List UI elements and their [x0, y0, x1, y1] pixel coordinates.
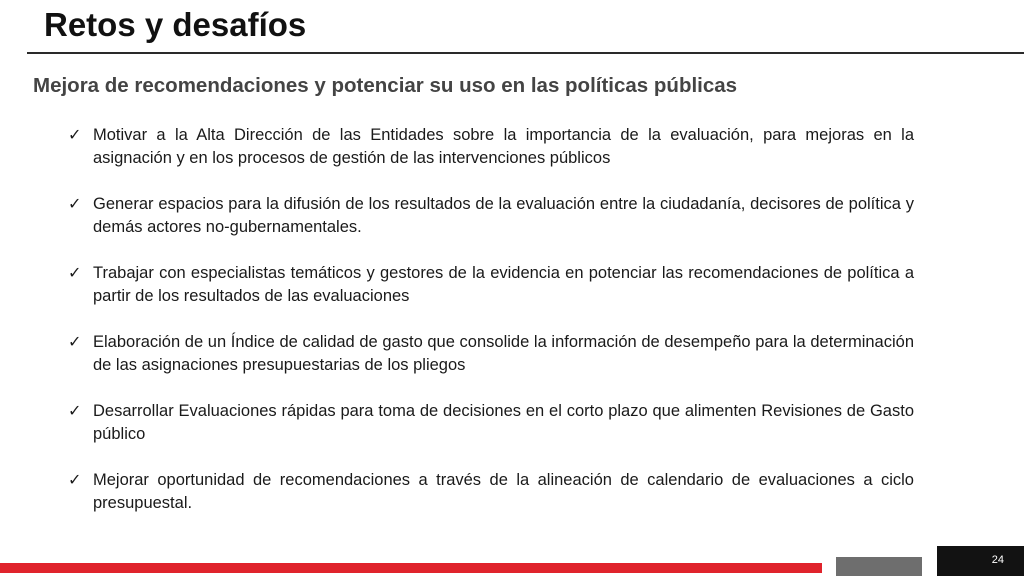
page-number-box	[937, 546, 1024, 576]
bullet-item	[68, 124, 914, 170]
bullet-item	[68, 331, 914, 377]
bullet-text: Generar espacios para la difusión de los resultados de la evaluación entre la ciudadanía, decisores de política y demás actores no-gubernamentales.	[93, 195, 914, 236]
check-icon: ✓	[68, 127, 82, 144]
check-icon: ✓	[68, 472, 82, 489]
bullet-item	[68, 400, 914, 446]
bullet-list	[68, 124, 914, 515]
slide-title: Retos y desafíos	[44, 6, 307, 43]
bullet-text: Desarrollar Evaluaciones rápidas para toma de decisiones en el corto plazo que alimenten Revisiones de Gasto público	[93, 402, 914, 443]
check-icon: ✓	[68, 265, 82, 282]
check-icon: ✓	[68, 196, 82, 213]
slide-subtitle: Mejora de recomendaciones y potenciar su uso en las políticas públicas	[33, 74, 738, 97]
bullet-text: Elaboración de un Índice de calidad de gasto que consolide la información de desempeño para la determinación de las asignaciones presupuestarias de los pliegos	[93, 333, 914, 374]
bullet-text: Mejorar oportunidad de recomendaciones a través de la alineación de calendario de evaluaciones a ciclo presupuestal.	[93, 471, 914, 512]
page-number: 24	[991, 554, 1004, 566]
footer-gray-bar	[836, 557, 922, 576]
bullet-text: Trabajar con especialistas temáticos y gestores de la evidencia en potenciar las recomendaciones de política a partir de los resultados de las evaluaciones	[93, 264, 914, 305]
bullet-item	[68, 469, 914, 515]
bullet-item	[68, 262, 914, 308]
bullet-text: Motivar a la Alta Dirección de las Entidades sobre la importancia de la evaluación, para mejoras en la asignación y en los procesos de gestión de las intervenciones públicos	[93, 126, 914, 167]
footer-red-bar	[0, 563, 822, 573]
check-icon: ✓	[68, 334, 82, 351]
check-icon: ✓	[68, 403, 82, 420]
bullet-item	[68, 193, 914, 239]
title-divider	[27, 52, 1024, 54]
